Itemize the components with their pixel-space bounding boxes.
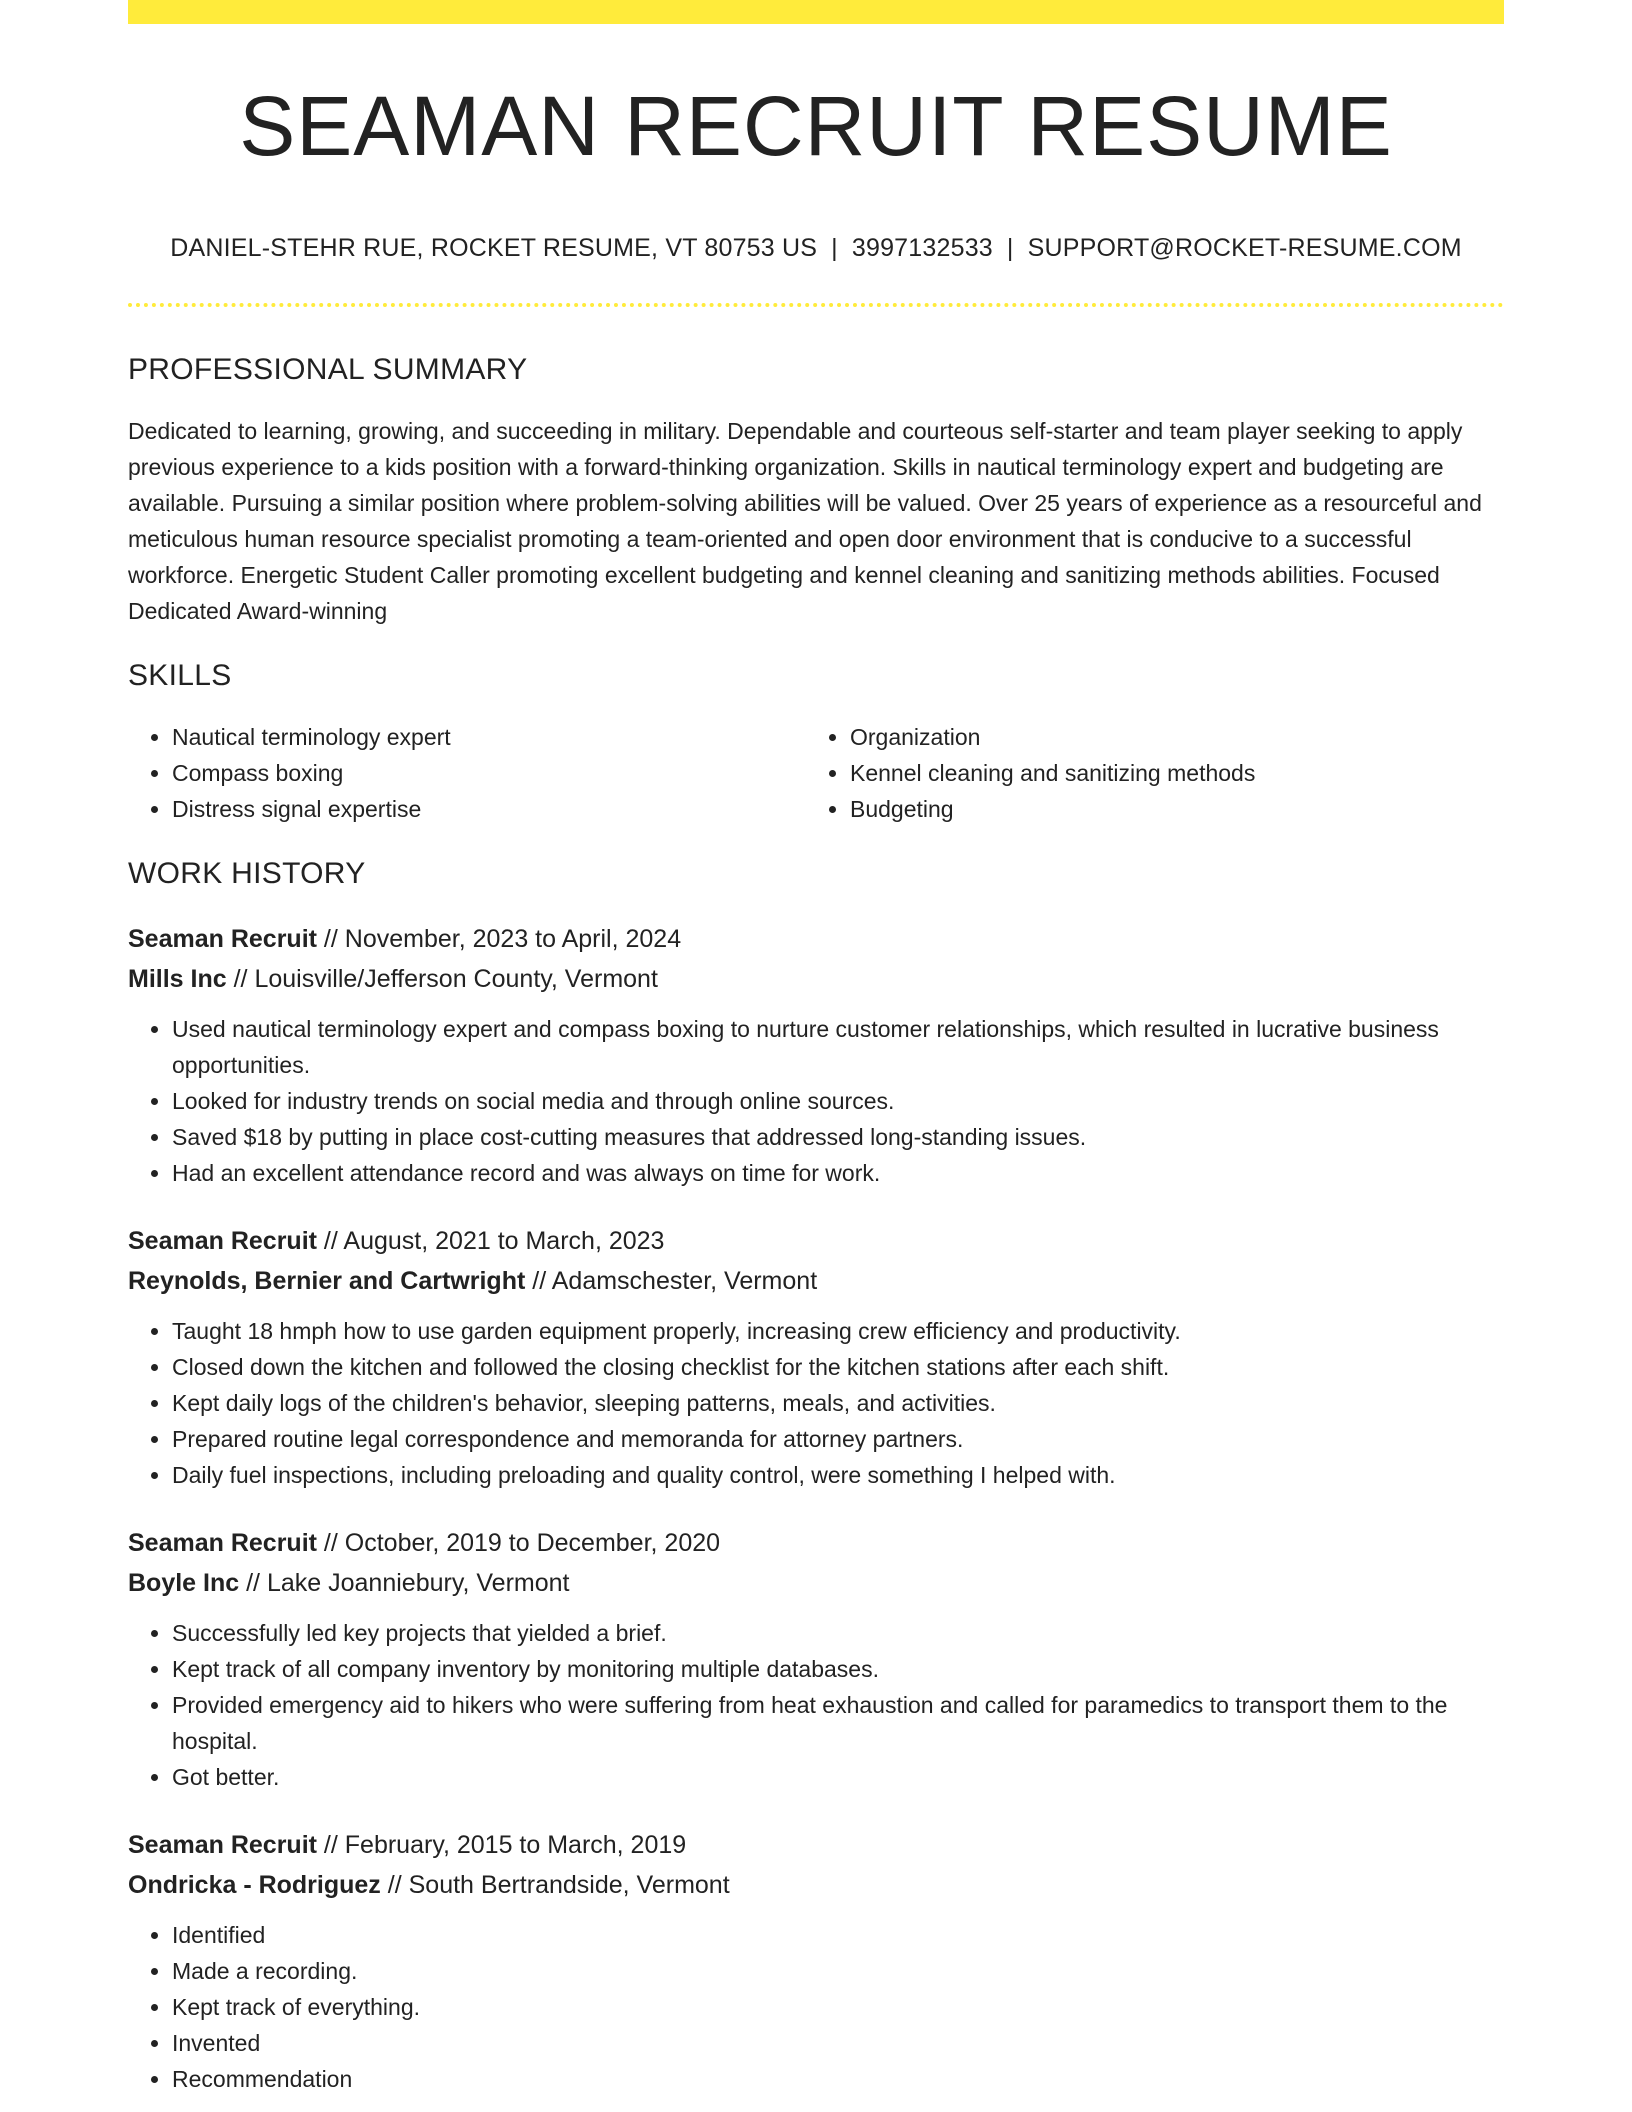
skill-item: • Budgeting xyxy=(850,791,1484,827)
divider: // xyxy=(387,1871,402,1899)
skills-column-right xyxy=(806,719,1484,827)
skill-item: • Distress signal expertise xyxy=(172,791,806,827)
job-bullet: • Daily fuel inspections, including preloading and quality control, were something I helped with. xyxy=(172,1457,1504,1493)
skills-list xyxy=(128,719,1504,827)
job-company-line xyxy=(128,1865,1504,1905)
job-bullet: • Invented xyxy=(172,2025,1504,2061)
job-company-line xyxy=(128,1563,1504,1603)
skill-item: • Compass boxing xyxy=(172,755,806,791)
skills-heading: SKILLS xyxy=(128,659,232,692)
job-company-line xyxy=(128,959,1504,999)
job-bullet: • Used nautical terminology expert and compass boxing to nurture customer relationships, which resulted in lucrative business opportunities. xyxy=(172,1011,1504,1083)
job-dates: November, 2023 to April, 2024 xyxy=(344,925,682,953)
job-bullet: • Kept daily logs of the children's behavior, sleeping patterns, meals, and activities. xyxy=(172,1385,1504,1421)
job-dates: August, 2021 to March, 2023 xyxy=(343,1227,665,1255)
job-bullets xyxy=(128,1917,1504,2097)
divider: // xyxy=(532,1267,547,1295)
job-location: South Bertrandside, Vermont xyxy=(408,1871,730,1899)
job-title: Seaman Recruit xyxy=(128,925,317,953)
job-company-line xyxy=(128,1261,1504,1301)
top-accent-bar xyxy=(128,0,1504,24)
job-bullet: • Closed down the kitchen and followed the closing checklist for the kitchen stations after each shift. xyxy=(172,1349,1504,1385)
job-entry xyxy=(128,919,1504,1191)
contact-separator: | xyxy=(1006,234,1014,262)
skill-item: • Kennel cleaning and sanitizing methods xyxy=(850,755,1484,791)
divider: // xyxy=(246,1569,261,1597)
job-entry xyxy=(128,1825,1504,2097)
job-title: Seaman Recruit xyxy=(128,1831,317,1859)
job-company: Ondricka - Rodriguez xyxy=(128,1871,381,1899)
job-bullet: • Had an excellent attendance record and was always on time for work. xyxy=(172,1155,1504,1191)
job-bullet: • Recommendation xyxy=(172,2061,1504,2097)
job-location: Lake Joanniebury, Vermont xyxy=(266,1569,570,1597)
job-bullet: • Looked for industry trends on social media and through online sources. xyxy=(172,1083,1504,1119)
contact-line xyxy=(128,234,1504,263)
skill-item: • Organization xyxy=(850,719,1484,755)
divider: // xyxy=(323,1831,338,1859)
contact-address: DANIEL-STEHR RUE, ROCKET RESUME, VT 80753 US xyxy=(170,234,818,262)
summary-text: Dedicated to learning, growing, and succeeding in military. Dependable and courteous self-starter and team player seeking to apply previous experience to a kids position with a forward-thinking organization. Skills in nautical terminology expert and budgeting are available. Pursuing a similar position where problem-solving abilities will be valued. Over 25 years of experience as a resourceful and meticulous human resource specialist promoting a team-oriented and open door environment that is conducive to a successful workforce. Energetic Student Caller promoting excellent budgeting and kennel cleaning and sanitizing methods abilities. Focused Dedicated Award-winning xyxy=(128,418,1482,624)
job-entry xyxy=(128,1523,1504,1795)
job-bullet: • Taught 18 hmph how to use garden equipment properly, increasing crew efficiency and productivity. xyxy=(172,1313,1504,1349)
divider: // xyxy=(233,965,248,993)
job-location: Louisville/Jefferson County, Vermont xyxy=(254,965,658,993)
contact-email: SUPPORT@ROCKET-RESUME.COM xyxy=(1027,234,1462,262)
dotted-divider xyxy=(128,303,1504,307)
job-title-line xyxy=(128,1825,1504,1865)
job-bullet: • Kept track of everything. xyxy=(172,1989,1504,2025)
resume-page xyxy=(128,0,1504,2097)
job-bullets xyxy=(128,1011,1504,1191)
job-location: Adamschester, Vermont xyxy=(551,1267,818,1295)
job-bullets xyxy=(128,1313,1504,1493)
divider: // xyxy=(323,1529,338,1557)
job-title-line xyxy=(128,1221,1504,1261)
job-bullet: • Prepared routine legal correspondence and memoranda for attorney partners. xyxy=(172,1421,1504,1457)
job-bullet: • Successfully led key projects that yielded a brief. xyxy=(172,1615,1504,1651)
divider: // xyxy=(323,1227,338,1255)
job-entry xyxy=(128,1221,1504,1493)
job-company: Boyle Inc xyxy=(128,1569,240,1597)
job-title: Seaman Recruit xyxy=(128,1529,317,1557)
job-bullet: • Identified xyxy=(172,1917,1504,1953)
job-bullet: • Saved $18 by putting in place cost-cutting measures that addressed long-standing issues. xyxy=(172,1119,1504,1155)
resume-title: SEAMAN RECRUIT RESUME xyxy=(239,79,1393,173)
job-company: Mills Inc xyxy=(128,965,227,993)
job-title: Seaman Recruit xyxy=(128,1227,317,1255)
job-dates: February, 2015 to March, 2019 xyxy=(344,1831,687,1859)
job-bullet: • Provided emergency aid to hikers who were suffering from heat exhaustion and called for paramedics to transport them to the hospital. xyxy=(172,1687,1504,1759)
job-company: Reynolds, Bernier and Cartwright xyxy=(128,1267,526,1295)
job-title-line xyxy=(128,919,1504,959)
job-bullet: • Kept track of all company inventory by monitoring multiple databases. xyxy=(172,1651,1504,1687)
job-bullets xyxy=(128,1615,1504,1795)
divider: // xyxy=(323,925,338,953)
work-history-heading: WORK HISTORY xyxy=(128,857,366,890)
job-dates: October, 2019 to December, 2020 xyxy=(344,1529,721,1557)
skills-column-left xyxy=(128,719,806,827)
job-bullet: • Got better. xyxy=(172,1759,1504,1795)
summary-heading: PROFESSIONAL SUMMARY xyxy=(128,353,528,386)
skill-item: • Nautical terminology expert xyxy=(172,719,806,755)
contact-phone: 3997132533 xyxy=(851,234,993,262)
contact-separator: | xyxy=(831,234,838,262)
job-bullet: • Made a recording. xyxy=(172,1953,1504,1989)
job-title-line xyxy=(128,1523,1504,1563)
